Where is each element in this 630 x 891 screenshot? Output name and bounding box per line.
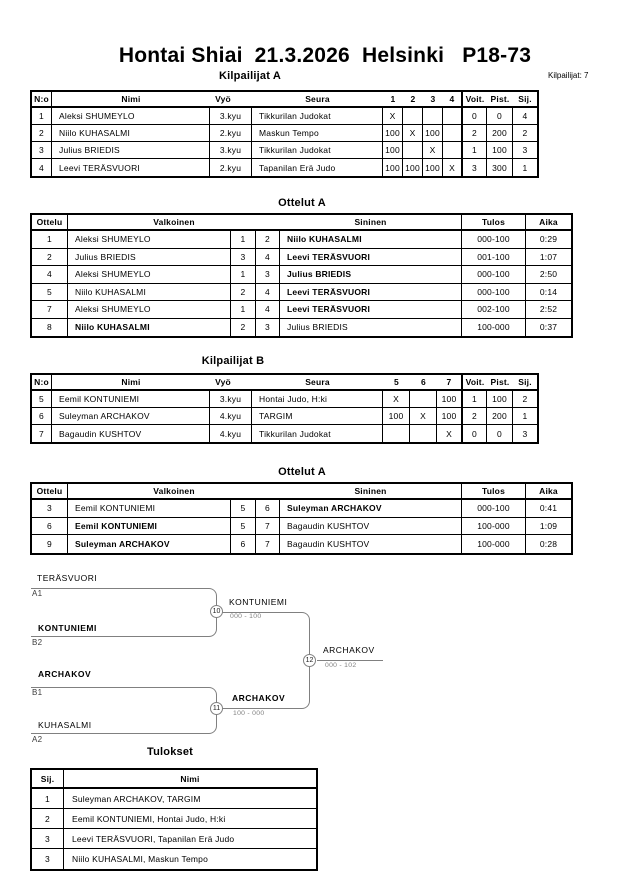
page-title: Hontai Shiai 21.3.2026 Helsinki P18-73 [118, 44, 532, 67]
table-cell: 001-100 [462, 249, 526, 267]
table-cell: X [423, 142, 443, 159]
table-cell: 6 [231, 535, 256, 553]
column-header: Valkoinen [68, 484, 280, 500]
table-cell: 4.kyu [210, 408, 252, 425]
table-cell: 2 [231, 284, 256, 302]
table-cell: 9 [32, 535, 68, 553]
table-cell: 000-100 [462, 500, 526, 518]
table-cell: 1:09 [526, 518, 571, 536]
table-row [32, 809, 316, 829]
bracket-entry-code: A2 [32, 735, 43, 744]
table-cell: 100 [383, 125, 403, 142]
table-cell: 6 [32, 518, 68, 536]
table-cell: 1 [522, 162, 528, 173]
table-cell: 7 [32, 301, 68, 319]
table-cell: 2 [513, 125, 537, 142]
column-header: Tulos [462, 484, 526, 500]
table-cell [383, 425, 410, 442]
table-row [32, 284, 571, 302]
table-cell: Bagaudin KUSHTOV [52, 425, 210, 442]
table-row [32, 142, 537, 159]
table-cell: Hontai Judo, H:ki [252, 391, 383, 408]
bracket-entry-code: A1 [32, 589, 43, 598]
table-cell: Julius BRIEDIS [68, 249, 231, 267]
section-title-kilpailijat-b: Kilpailijat B [201, 355, 265, 367]
table-header-row [32, 484, 571, 500]
table-cell: Julius BRIEDIS [52, 142, 210, 159]
table-cell: 4.kyu [210, 425, 252, 442]
table-cell: 2 [256, 231, 280, 249]
column-header: Pist. [487, 92, 513, 108]
table-cell: Niilo KUHASALMI [68, 284, 231, 302]
table-cell: 100 [487, 142, 513, 159]
table-cell: 0 [463, 108, 487, 125]
column-header: Sij. [32, 770, 64, 789]
table-cell: 1 [513, 408, 537, 425]
table-cell: 0:28 [539, 538, 558, 549]
table-cell: Tikkurilan Judokat [252, 425, 383, 442]
column-header: Nimi [64, 770, 316, 789]
table-cell: Leevi TERÄSVUORI [280, 249, 462, 267]
table-cell: 0:14 [526, 284, 571, 302]
table-row [32, 231, 571, 249]
table-cell: 200 [487, 125, 513, 142]
column-header: Aika [526, 484, 571, 500]
table-row [32, 518, 571, 536]
table-row [32, 159, 537, 176]
bracket-match-score: 000 - 102 [325, 662, 357, 669]
table-cell: Aleksi SHUMEYLO [52, 108, 210, 125]
table-header-row [32, 375, 537, 391]
table-cell: 1 [32, 231, 68, 249]
column-header: Nimi [52, 375, 210, 391]
column-header: Tulos [462, 215, 526, 231]
table-cell: 3 [32, 849, 64, 869]
column-header: Voit. [463, 92, 487, 108]
column-header: Nimi [52, 92, 210, 108]
table-cell: Julius BRIEDIS [280, 266, 462, 284]
table-cell: 1 [463, 391, 487, 408]
table-cell: 3 [256, 319, 280, 337]
table-cell: 2 [32, 809, 64, 829]
kilpailijat-a-table [30, 90, 539, 178]
table-header-row [32, 92, 537, 108]
bracket-winner-name: ARCHAKOV [232, 693, 286, 703]
table-cell: 3.kyu [210, 142, 252, 159]
table-row [32, 500, 571, 518]
bracket-match-score: 100 - 000 [233, 710, 265, 717]
table-cell: 1 [463, 142, 487, 159]
table-cell: 2:52 [526, 301, 571, 319]
column-header: Voit. [463, 375, 487, 391]
table-row [32, 108, 537, 125]
column-header: Seura [252, 92, 383, 108]
table-cell: Leevi TERÄSVUORI [280, 284, 462, 302]
table-cell: 1 [32, 789, 64, 809]
table-row [32, 391, 537, 408]
table-cell [423, 108, 443, 125]
column-header: 7 [437, 375, 463, 391]
table-cell: 300 [487, 159, 513, 176]
column-header: Valkoinen [68, 215, 280, 231]
ottelut-a2-table [30, 482, 573, 555]
table-cell: X [383, 391, 410, 408]
table-row [32, 535, 571, 553]
table-cell: TARGIM [252, 408, 383, 425]
table-cell: 2 [463, 408, 487, 425]
table-cell: 1 [231, 301, 256, 319]
table-cell: 100 [437, 408, 463, 425]
table-cell: 4 [32, 159, 52, 176]
section-title-kilpailijat-a: Kilpailijat A [218, 70, 282, 82]
table-cell: 3.kyu [210, 391, 252, 408]
table-cell: X [410, 408, 437, 425]
table-cell: 0:29 [526, 231, 571, 249]
table-cell: 3 [256, 266, 280, 284]
table-cell: Tapanilan Erä Judo [252, 159, 383, 176]
table-cell [410, 425, 437, 442]
table-cell: 100 [383, 408, 410, 425]
column-header: 6 [410, 375, 437, 391]
table-row [32, 125, 537, 142]
bracket-entry-name: ARCHAKOV [38, 669, 92, 679]
table-cell: 1:07 [526, 249, 571, 267]
table-cell: 2 [513, 391, 537, 408]
column-header: 2 [403, 92, 423, 108]
table-cell: 5 [231, 500, 256, 518]
table-row [32, 319, 571, 337]
table-cell: 100 [437, 391, 463, 408]
table-cell: 0 [487, 425, 513, 442]
table-cell: Eemil KONTUNIEMI [52, 391, 210, 408]
section-title-ottelut-a2: Ottelut A [278, 466, 326, 478]
table-cell: 4 [256, 249, 280, 267]
kilpailijat-b-table [30, 373, 539, 444]
bracket-entry-name: KUHASALMI [38, 720, 92, 730]
table-cell: Bagaudin KUSHTOV [280, 535, 462, 553]
table-cell: 000-100 [462, 231, 526, 249]
match-number-badge: 11 [210, 702, 223, 715]
table-cell: 4 [513, 108, 537, 125]
column-header: Sij. [513, 375, 537, 391]
column-header: Ottelu [32, 484, 68, 500]
table-cell: 0:41 [526, 500, 571, 518]
table-cell: Niilo KUHASALMI [52, 125, 210, 142]
bracket-entry-code: B2 [32, 638, 43, 647]
bracket-winner-name: KONTUNIEMI [229, 597, 288, 607]
table-cell: Leevi TERÄSVUORI [280, 301, 462, 319]
table-cell: 100 [383, 142, 403, 159]
table-cell: 2 [32, 125, 52, 142]
table-cell: 2:50 [526, 266, 571, 284]
section-title-ottelut-a1: Ottelut A [278, 197, 326, 209]
table-cell: 100 [423, 159, 443, 176]
column-header: Vyö [210, 375, 252, 391]
table-cell: 2 [463, 125, 487, 142]
column-header: Aika [526, 215, 571, 231]
table-cell: 7 [256, 535, 280, 553]
table-cell: 6 [256, 500, 280, 518]
table-cell: 7 [32, 425, 52, 442]
table-cell: 2 [231, 319, 256, 337]
table-cell: X [437, 425, 463, 442]
table-cell: 100 [383, 159, 403, 176]
column-header: Vyö [210, 92, 252, 108]
table-cell: Eemil KONTUNIEMI, Hontai Judo, H:ki [64, 809, 316, 829]
table-cell [443, 142, 463, 159]
column-header: N:o [32, 375, 52, 391]
table-cell: 5 [231, 518, 256, 536]
bracket-entry-code: B1 [32, 688, 43, 697]
table-header-row [32, 770, 316, 789]
column-header: Pist. [487, 375, 513, 391]
table-cell: 1 [32, 108, 52, 125]
match-number-badge: 10 [210, 605, 223, 618]
bracket-winner-name: ARCHAKOV [323, 645, 375, 655]
table-row [32, 789, 316, 809]
table-cell: Niilo KUHASALMI [280, 231, 462, 249]
table-cell: X [383, 108, 403, 125]
table-cell: 3 [32, 142, 52, 159]
table-cell: Suleyman ARCHAKOV [52, 408, 210, 425]
table-cell: X [403, 125, 423, 142]
table-cell [403, 142, 423, 159]
table-cell: 6 [32, 408, 52, 425]
table-cell: 3 [522, 428, 528, 439]
table-cell: 3 [463, 159, 487, 176]
competitors-count: Kilpailijat: 7 [548, 71, 589, 80]
table-cell [443, 125, 463, 142]
table-cell: 2 [32, 249, 68, 267]
table-row [32, 301, 571, 319]
table-cell: 7 [256, 518, 280, 536]
table-cell: 100 [403, 159, 423, 176]
table-cell: 4 [256, 284, 280, 302]
table-cell: Tikkurilan Judokat [252, 142, 383, 159]
tulokset-table [30, 768, 318, 871]
column-header: 5 [383, 375, 410, 391]
table-cell: 1 [231, 266, 256, 284]
bracket-connector-final [317, 660, 383, 661]
table-cell: 8 [32, 319, 68, 337]
table-cell: 100-000 [462, 518, 526, 536]
column-header: 3 [423, 92, 443, 108]
table-row [32, 425, 537, 442]
column-header: Sininen [280, 484, 462, 500]
table-cell: 100 [423, 125, 443, 142]
table-cell: 0 [487, 108, 513, 125]
table-cell: Bagaudin KUSHTOV [280, 518, 462, 536]
table-header-row [32, 215, 571, 231]
table-row [32, 249, 571, 267]
table-cell: 3 [231, 249, 256, 267]
table-cell: Suleyman ARCHAKOV [68, 535, 231, 553]
table-cell: 002-100 [462, 301, 526, 319]
table-cell: 1 [231, 231, 256, 249]
table-cell: Aleksi SHUMEYLO [68, 231, 231, 249]
table-cell: 100 [487, 391, 513, 408]
table-cell: Maskun Tempo [252, 125, 383, 142]
table-cell [443, 108, 463, 125]
bracket-entry-name: KONTUNIEMI [38, 623, 97, 633]
table-cell: Suleyman ARCHAKOV, TARGIM [64, 789, 316, 809]
table-cell: Aleksi SHUMEYLO [68, 301, 231, 319]
table-cell: 100-000 [462, 535, 526, 553]
table-cell: 100-000 [462, 319, 526, 337]
table-cell [403, 108, 423, 125]
column-header: N:o [32, 92, 52, 108]
match-number-badge: 12 [303, 654, 316, 667]
table-cell: 3 [32, 500, 68, 518]
table-cell: Eemil KONTUNIEMI [68, 500, 231, 518]
table-cell: Julius BRIEDIS [280, 319, 462, 337]
ottelut-a1-table [30, 213, 573, 338]
table-cell: 0 [463, 425, 487, 442]
table-row [32, 849, 316, 869]
column-header: Ottelu [32, 215, 68, 231]
table-cell: 5 [32, 391, 52, 408]
bracket-match-score: 000 - 100 [230, 613, 262, 620]
table-cell: 2.kyu [210, 159, 252, 176]
column-header: Sininen [280, 215, 462, 231]
table-cell: Niilo KUHASALMI [68, 319, 231, 337]
table-row [32, 408, 537, 425]
table-cell: Eemil KONTUNIEMI [68, 518, 231, 536]
table-cell: 3 [32, 829, 64, 849]
table-cell: Aleksi SHUMEYLO [68, 266, 231, 284]
bracket-entry-name: TERÄSVUORI [37, 573, 98, 583]
column-header: 1 [383, 92, 403, 108]
column-header: Sij. [513, 92, 537, 108]
table-cell: 4 [256, 301, 280, 319]
table-cell: Niilo KUHASALMI, Maskun Tempo [72, 854, 209, 864]
table-cell: Suleyman ARCHAKOV [280, 500, 462, 518]
table-cell: 5 [32, 284, 68, 302]
table-row [32, 829, 316, 849]
table-cell: X [443, 159, 463, 176]
table-row [32, 266, 571, 284]
table-cell: 4 [32, 266, 68, 284]
table-cell: Leevi TERÄSVUORI, Tapanilan Erä Judo [64, 829, 316, 849]
table-cell: 2.kyu [210, 125, 252, 142]
table-cell: 3.kyu [210, 108, 252, 125]
table-cell: 3 [513, 142, 537, 159]
table-cell: 200 [487, 408, 513, 425]
table-cell: 000-100 [462, 284, 526, 302]
table-cell: Leevi TERÄSVUORI [52, 159, 210, 176]
table-cell: Tikkurilan Judokat [252, 108, 383, 125]
table-cell: 000-100 [462, 266, 526, 284]
column-header: Seura [252, 375, 383, 391]
section-title-tulokset: Tulokset [146, 746, 194, 758]
table-cell [410, 391, 437, 408]
table-cell: 0:37 [539, 322, 558, 333]
column-header: 4 [443, 92, 463, 108]
